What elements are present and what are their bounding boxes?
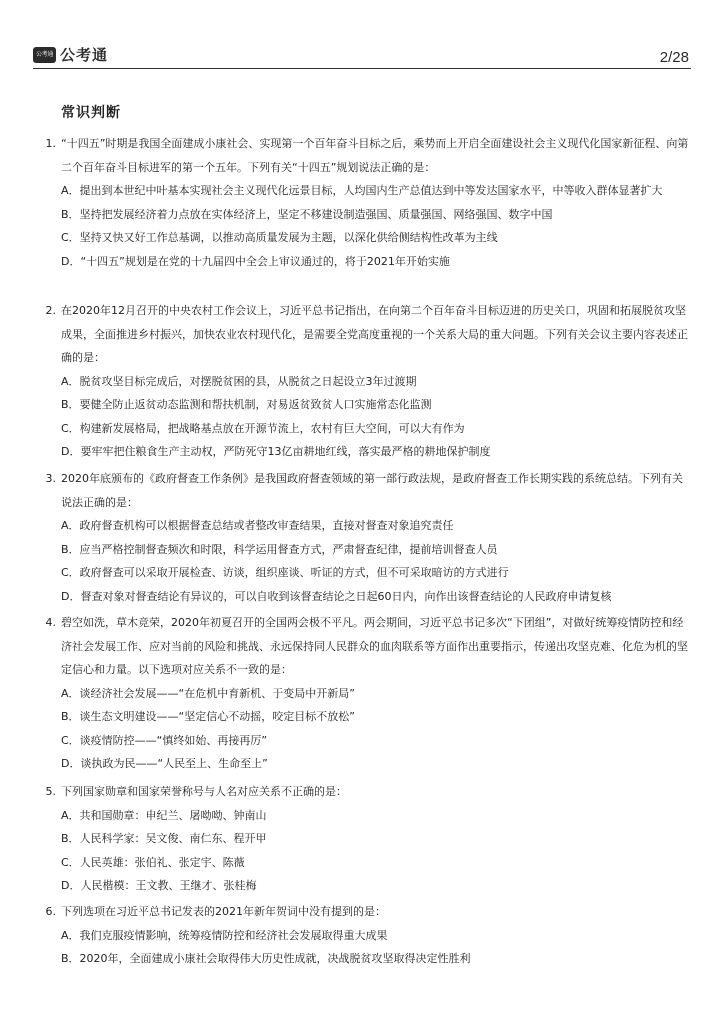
option-c: C．政府督查可以采取开展检查、访谈，组织座谈、听证的方式，但不可采取暗访的方式进行 [61, 566, 509, 579]
question-stem: “十四五”时期是我国全面建成小康社会、实现第一个百年奋斗目标之后，乘势而上开启全面建设社会主义现代化国家新征程、向第二个百年奋斗目标进军的第一个五年。下列有关“十四五”规划说法正确的是： [61, 137, 689, 174]
option-a: A．共和国勋章：申纪兰、屠呦呦、钟南山 [61, 808, 267, 822]
option-b: B．2020年，全面建成小康社会取得伟大历史性成就，决战脱贫攻坚取得决定性胜利 [61, 952, 471, 965]
logo-icon: 公考通 [33, 47, 56, 63]
logo-text: 公考通 [60, 46, 109, 64]
question-stem: 2020年底颁布的《政府督查工作条例》是我国政府督查领域的第一部行政法规，是政府督查工作长期实践的系统总结。下列有关说法正确的是： [61, 472, 683, 509]
question-number: 2. [45, 304, 56, 317]
question-stem: 在2020年12月召开的中央农村工作会议上，习近平总书记指出，在向第二个百年奋斗目标迈进的历史关口，巩固和拓展脱贫攻坚成果，全面推进乡村振兴，加快农业农村现代化，是需要全党高度重视的一个关系大局的重大问题。下列有关会议主要内容表述正确的是： [61, 304, 688, 364]
option-b: B．应当严格控制督查频次和时限，科学运用督查方式，严肃督查纪律，提前培训督查人员 [61, 542, 498, 556]
option-a: A．脱贫攻坚目标完成后，对摆脱贫困的县，从脱贫之日起设立3年过渡期 [61, 374, 417, 388]
question-number: 1. [45, 137, 56, 150]
option-d: D．督查对象对督查结论有异议的，可以自收到该督查结论之日起60日内，向作出该督查结论的人民政府申请复核 [61, 589, 612, 603]
option-d: D．谈执政为民——“人民至上、生命至上” [61, 757, 268, 770]
option-d: D．“十四五”规划是在党的十九届四中全会上审议通过的，将于2021年开始实施 [61, 254, 450, 268]
question-number: 4. [45, 616, 56, 629]
question-stem: 下列选项在习近平总书记发表的2021年新年贺词中没有提到的是： [61, 905, 386, 918]
page-header [0, 0, 724, 72]
option-a: A．政府督查机构可以根据督查总结或者整改审查结果，直接对督查对象追究责任 [61, 519, 454, 532]
section-title: 常识判断 [61, 105, 121, 121]
option-b: B．人民科学家：吴文俊、南仁东、程开甲 [61, 832, 267, 845]
question-number: 5. [45, 785, 56, 798]
question-number: 3. [45, 472, 56, 485]
option-a: A．提出到本世纪中叶基本实现社会主义现代化远景目标，人均国内生产总值达到中等发达国家水平，中等收入群体显著扩大 [61, 184, 663, 197]
option-b: B．坚持把发展经济着力点放在实体经济上，坚定不移建设制造强国、质量强国、网络强国、数字中国 [61, 207, 553, 221]
option-c: C．构建新发展格局，把战略基点放在开源节流上，农村有巨大空间，可以大有作为 [61, 421, 465, 435]
option-d: D．要牢牢把住粮食生产主动权，严防死守13亿亩耕地红线，落实最严格的耕地保护制度 [61, 445, 491, 458]
question-stem: 碧空如洗，草木竞荣，2020年初夏召开的全国两会极不平凡。两会期间，习近平总书记多次“下团组”，对做好统筹疫情防控和经济社会发展工作、应对当前的风险和挑战、永远保持同人民群众的血肉联系等方面作出重要指示，传递出攻坚克难、化危为机的坚定信心和力量。以下选项对应关系不一致的是： [61, 616, 688, 676]
option-c: C．人民英雄：张伯礼、张定宇、陈薇 [61, 855, 245, 869]
header-divider [33, 68, 691, 69]
option-a: A．我们克服疫情影响，统筹疫情防控和经济社会发展取得重大成果 [61, 928, 388, 942]
option-d: D．人民楷模：王文教、王继才、张桂梅 [61, 879, 257, 892]
brand-logo [33, 44, 108, 65]
page-indicator: 2/28 [659, 49, 689, 66]
option-b: B．谈生态文明建设——“坚定信心不动摇，咬定目标不放松” [61, 710, 355, 723]
option-b: B．要健全防止返贫动态监测和帮扶机制，对易返贫致贫人口实施常态化监测 [61, 398, 432, 411]
option-a: A．谈经济社会发展——“在危机中育新机、于变局中开新局” [61, 686, 355, 700]
option-c: C．坚持又快又好工作总基调，以推动高质量发展为主题，以深化供给侧结构性改革为主线 [61, 231, 498, 244]
option-c: C．谈疫情防控——“慎终如始、再接再厉” [61, 733, 268, 747]
question-number: 6. [45, 905, 56, 918]
question-stem: 下列国家勋章和国家荣誉称号与人名对应关系不正确的是： [61, 785, 347, 798]
